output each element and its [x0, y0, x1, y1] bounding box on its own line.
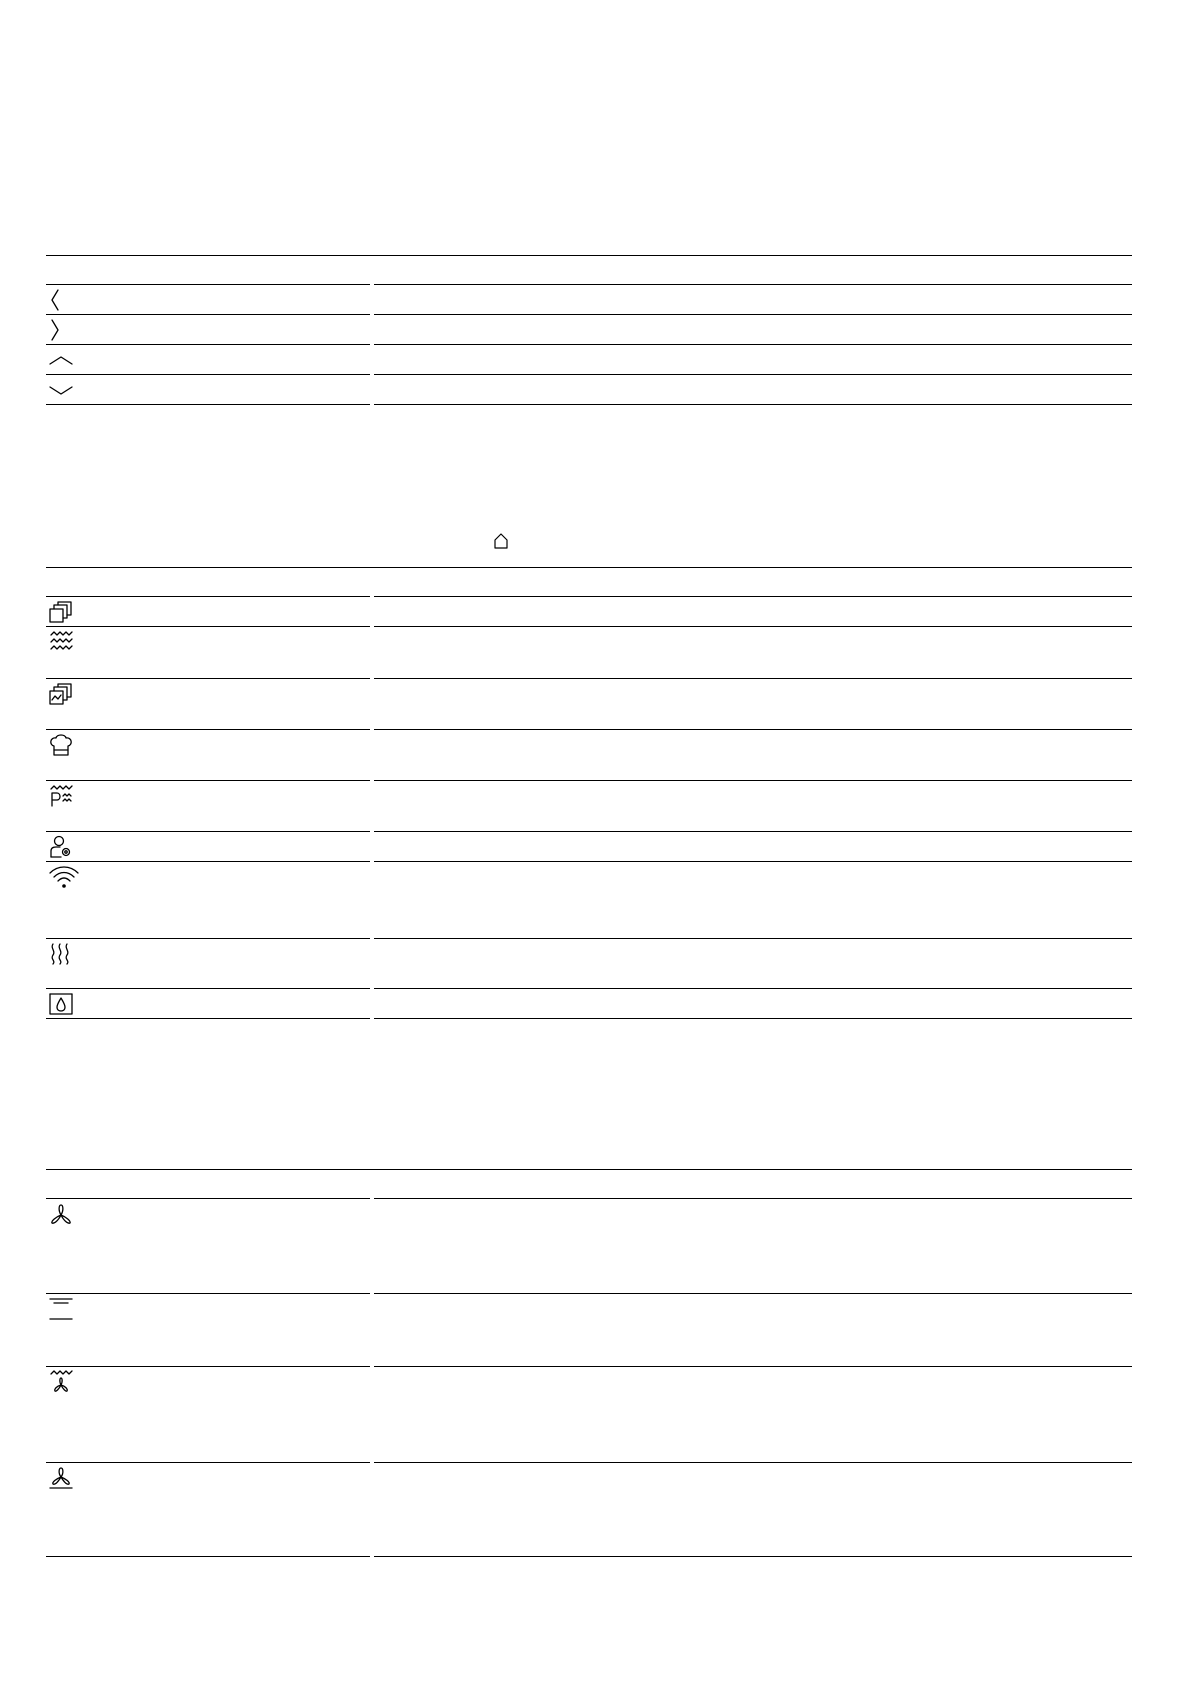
fan-microwave-icon: [48, 1370, 74, 1394]
water-tank-icon: [48, 992, 74, 1016]
multiple-functions-icon: [48, 600, 74, 624]
microwave-icon: [48, 630, 74, 654]
top-bottom-heat-icon: [48, 1297, 74, 1321]
table-row: [46, 989, 1132, 1019]
table-row: [46, 597, 1132, 627]
table-header: [46, 1169, 1132, 1199]
table-row: [46, 781, 1132, 832]
table-row: [46, 627, 1132, 679]
fan-bottom-heat-icon: [48, 1466, 74, 1490]
table-row: [46, 285, 1132, 315]
chevron-down-icon: [48, 378, 74, 402]
table-row: [46, 862, 1132, 939]
steam-icon: [48, 942, 74, 966]
microwave-program-icon: [48, 784, 74, 808]
chevron-right-icon: [48, 318, 74, 342]
dishes-icon: [48, 682, 74, 706]
table-row: [46, 832, 1132, 862]
chevron-left-icon: [48, 288, 74, 312]
table-row: [46, 1463, 1132, 1557]
user-settings-icon: [48, 835, 74, 859]
navigation-table: [46, 255, 1132, 405]
heating-modes-table: [46, 1169, 1132, 1557]
table-row: [46, 1294, 1132, 1367]
table-row: [46, 1367, 1132, 1463]
chef-hat-icon: [48, 733, 74, 757]
table-header: [46, 567, 1132, 597]
menu-functions-table: [46, 567, 1132, 1019]
table-row: [46, 679, 1132, 730]
table-row: [46, 939, 1132, 989]
wifi-icon: [48, 865, 80, 889]
chevron-up-icon: [48, 348, 74, 372]
table-header: [46, 255, 1132, 285]
home-icon: [491, 531, 511, 551]
table-row: [46, 730, 1132, 781]
table-row: [46, 1199, 1132, 1294]
table-row: [46, 375, 1132, 405]
fan-icon: [48, 1202, 74, 1226]
table-row: [46, 345, 1132, 375]
table-row: [46, 315, 1132, 345]
